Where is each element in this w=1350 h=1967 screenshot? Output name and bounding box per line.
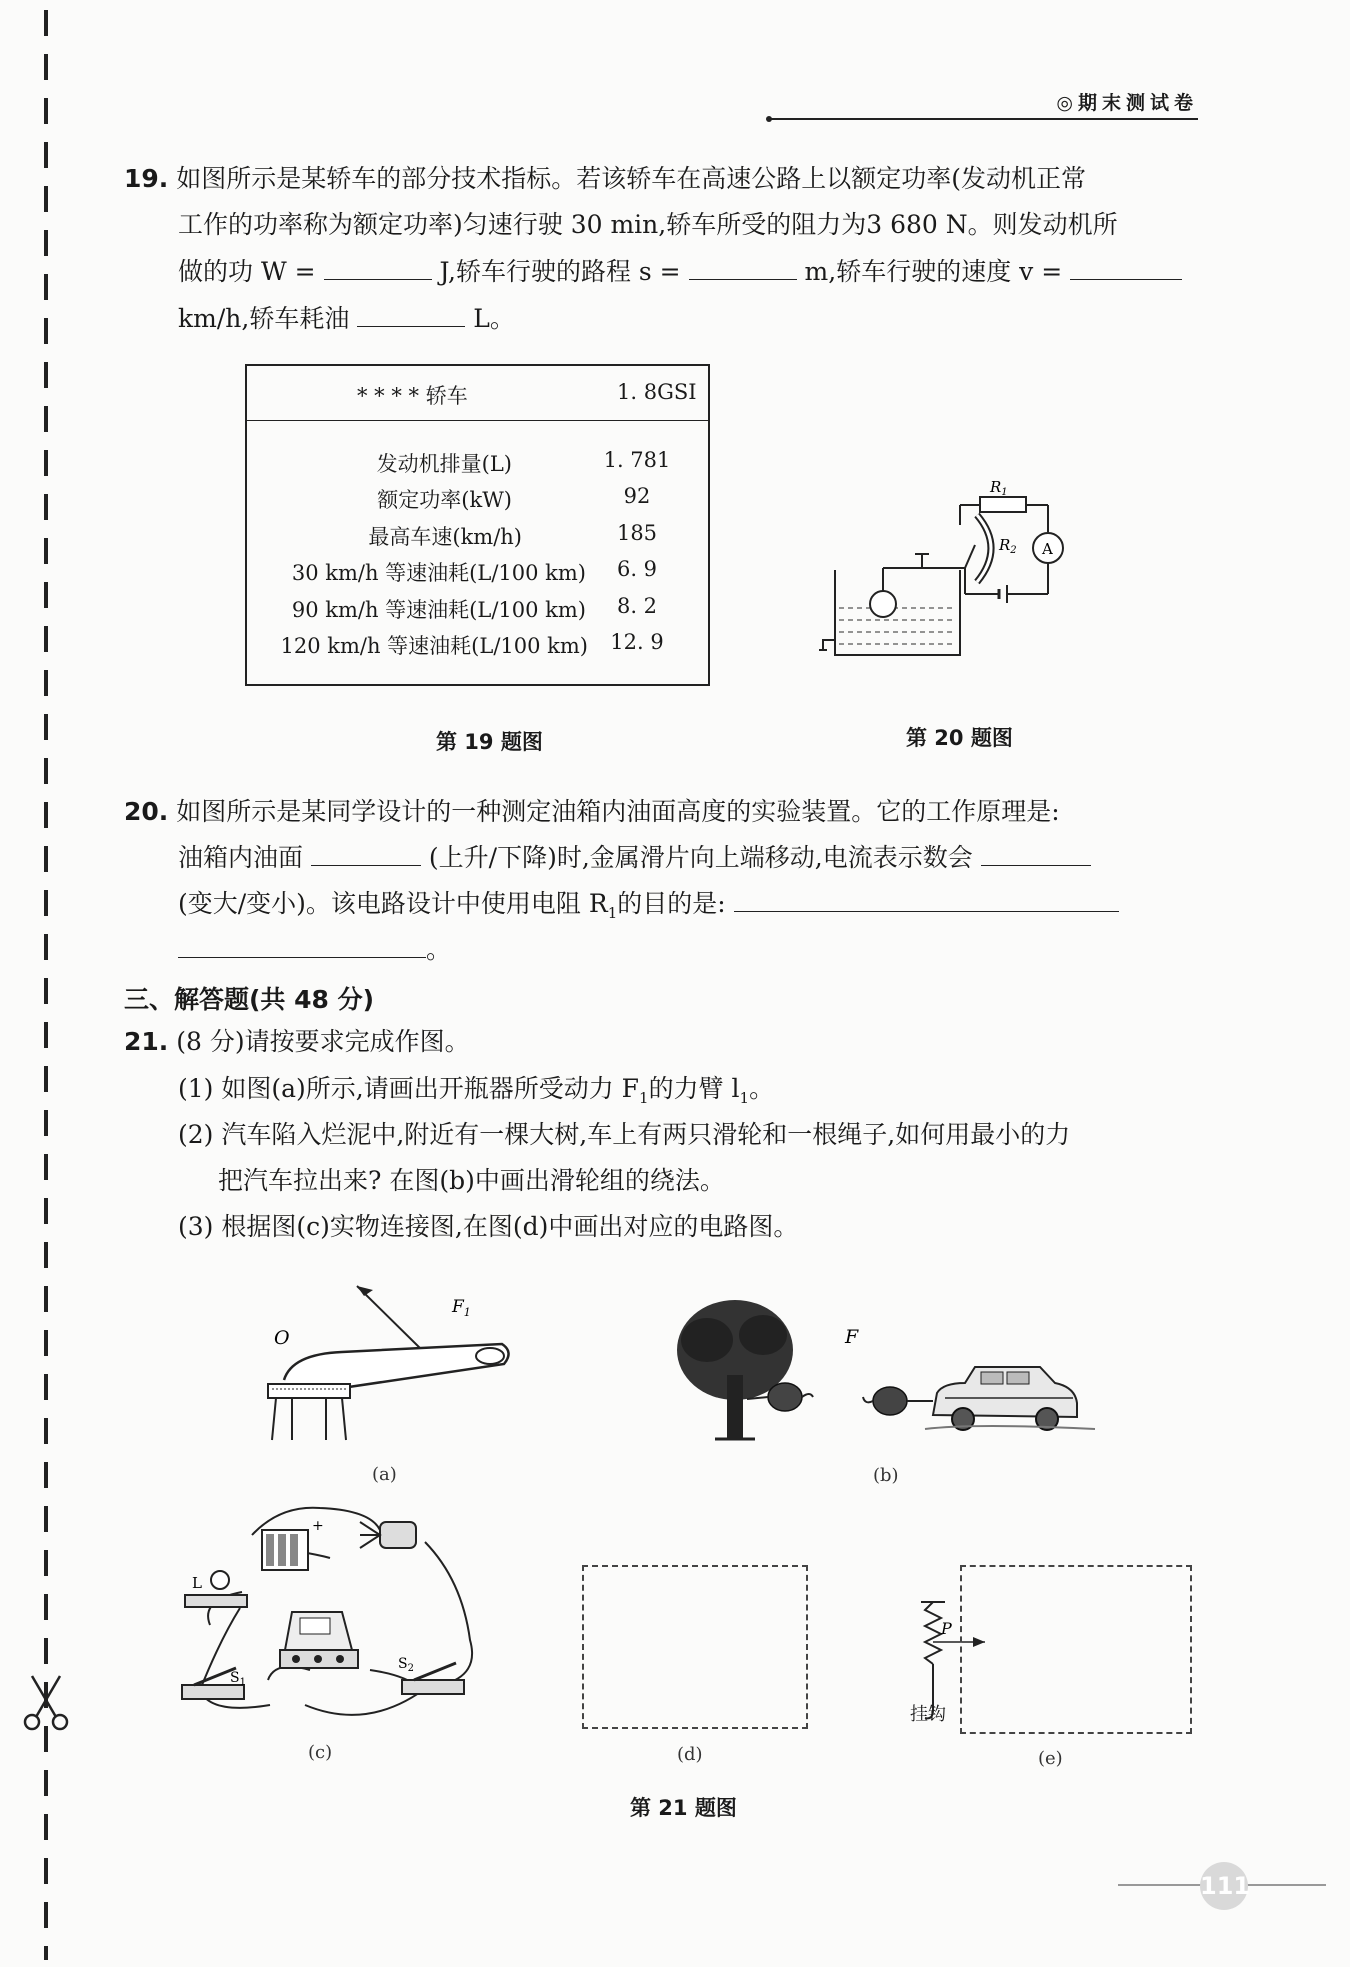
q20-line-2 xyxy=(178,841,1091,875)
fig21b-caption: (b) xyxy=(873,1465,899,1486)
q19-line-4 xyxy=(178,302,515,336)
fig21a-bottle-opener xyxy=(262,1280,522,1450)
q19-blank-fuel[interactable] xyxy=(357,304,465,327)
q21-item-1c: 。 xyxy=(749,1074,775,1103)
switch-s2-icon xyxy=(398,1656,464,1694)
spec-table-model: 1. 8GSI xyxy=(617,380,697,404)
q21-item-1b: 的力臂 l xyxy=(648,1074,740,1103)
fig21a-o-label: O xyxy=(274,1327,290,1349)
lamp-icon xyxy=(185,1571,247,1607)
fig21a-caption: (a) xyxy=(372,1464,397,1485)
q20-number: 20. xyxy=(124,797,169,826)
fig21b-f-label: F xyxy=(845,1326,859,1348)
q20-text-1: 如图所示是某同学设计的一种测定油箱内油面高度的实验装置。它的工作原理是: xyxy=(176,797,1060,826)
q19-fuel-unit: L。 xyxy=(473,304,515,333)
fig21b-tree-and-car xyxy=(675,1295,1105,1445)
battery-icon xyxy=(262,1518,324,1570)
section-header: ◎期末测试卷 xyxy=(1056,92,1198,114)
car-icon xyxy=(925,1367,1095,1430)
q21-number: 21. xyxy=(124,1027,169,1056)
fig20-ammeter-label: A xyxy=(1042,540,1053,558)
q20-text-2b: (上升/下降)时,金属滑片向上端移动,电流表示数会 xyxy=(428,843,973,872)
fig20-r1-label: $R_1$ xyxy=(990,478,1008,498)
q19-number: 19. xyxy=(124,164,169,193)
spec-table-title: * * * * 轿车 xyxy=(357,384,468,408)
tree-icon xyxy=(677,1300,793,1439)
q21-l1-subscript: 1 xyxy=(739,1089,750,1107)
q20-blank-purpose-1[interactable] xyxy=(734,889,1119,912)
q21-item-1 xyxy=(178,1072,774,1115)
q19-line-3 xyxy=(178,255,1182,289)
ammeter-icon xyxy=(280,1612,358,1668)
q20-text-3a: (变大/变小)。该电路设计中使用电阻 R xyxy=(178,889,608,918)
q21-line-1 xyxy=(124,1025,470,1059)
q19-work-label: 做的功 W = xyxy=(178,257,316,286)
spec-row xyxy=(247,630,708,664)
spec-value: 185 xyxy=(616,521,658,545)
dashed-cut-line xyxy=(44,10,48,1960)
spec-table-header xyxy=(247,366,708,421)
q19-text-1: 如图所示是某轿车的部分技术指标。若该轿车在高速公路上以额定功率(发动机正常 xyxy=(176,164,1087,193)
spec-label: 120 km/h 等速油耗(L/100 km) xyxy=(280,634,588,658)
q20-blank-purpose-2[interactable] xyxy=(178,935,426,958)
q19-line-2: 工作的功率称为额定功率)匀速行驶 30 min,轿车所受的阻力为3 680 N。则发动机所 xyxy=(178,210,1118,239)
header-rule xyxy=(770,118,1198,120)
spec-row xyxy=(247,594,708,628)
spec-label: 30 km/h 等速油耗(L/100 km) xyxy=(291,561,586,585)
q19-fuel-label: km/h,轿车耗油 xyxy=(178,304,350,333)
q20-end-mark: 。 xyxy=(426,935,452,964)
q19-blank-speed[interactable] xyxy=(1070,257,1182,280)
spec-row xyxy=(247,521,708,555)
fig21a-f1-label: $F_1$ xyxy=(452,1297,471,1319)
fig21e-drawing-area[interactable] xyxy=(960,1565,1192,1734)
q20-line-3 xyxy=(178,887,1119,930)
car-spec-table xyxy=(245,364,710,686)
battery-plus-label: + xyxy=(312,1518,324,1534)
fig21c-l-label: L xyxy=(192,1574,202,1592)
spec-value: 12. 9 xyxy=(610,630,664,654)
spec-label: 90 km/h 等速油耗(L/100 km) xyxy=(291,598,586,622)
q20-blank-current[interactable] xyxy=(981,843,1091,866)
spec-label: 额定功率(kW) xyxy=(377,488,512,512)
q20-text-2a: 油箱内油面 xyxy=(178,843,304,872)
fig19-caption: 第 19 题图 xyxy=(436,730,543,754)
q20-line-1 xyxy=(124,795,1060,829)
fig21c-s1-label: $S_1$ xyxy=(230,1670,246,1688)
motor-icon xyxy=(360,1522,416,1548)
q19-line-1 xyxy=(124,162,1086,196)
q20-line-4 xyxy=(178,933,451,967)
fig21c-s2-label: $S_2$ xyxy=(398,1656,414,1674)
fig21-caption: 第 21 题图 xyxy=(630,1796,737,1820)
spec-value: 1. 781 xyxy=(603,448,671,472)
q20-blank-level[interactable] xyxy=(311,843,421,866)
q19-blank-distance[interactable] xyxy=(689,257,797,280)
spec-value: 8. 2 xyxy=(616,594,658,618)
spec-value: 6. 9 xyxy=(616,557,658,581)
q21-item-3: (3) 根据图(c)实物连接图,在图(d)中画出对应的电路图。 xyxy=(178,1212,799,1241)
q20-text-3b: 的目的是: xyxy=(617,889,726,918)
fig21e-hook-label: 挂钩 xyxy=(910,1704,946,1725)
fig20-caption: 第 20 题图 xyxy=(906,726,1013,750)
fig21e-p-label: P xyxy=(941,1619,952,1638)
spec-label: 发动机排量(L) xyxy=(376,452,512,476)
page-number: 111 xyxy=(1200,1862,1248,1910)
fig21e-caption: (e) xyxy=(1038,1748,1063,1769)
fig21c-caption: (c) xyxy=(308,1742,333,1763)
q21-f1-subscript: 1 xyxy=(639,1089,649,1107)
fig21d-caption: (d) xyxy=(677,1744,703,1765)
spec-row xyxy=(247,557,708,591)
q19-distance-label: J,轿车行驶的路程 s = xyxy=(439,257,681,286)
switch-s1-icon xyxy=(182,1668,246,1699)
pulley-icon xyxy=(863,1387,933,1415)
fig20-r2-label: $R_2$ xyxy=(999,536,1017,556)
spec-value: 92 xyxy=(623,484,651,508)
q20-r1-subscript: 1 xyxy=(607,904,618,922)
fig21c-physical-circuit xyxy=(180,1500,480,1725)
q21-item-1a: (1) 如图(a)所示,请画出开瓶器所受动力 F xyxy=(178,1074,640,1103)
q19-speed-label: m,轿车行驶的速度 v = xyxy=(804,257,1063,286)
q21-intro: (8 分)请按要求完成作图。 xyxy=(176,1027,470,1056)
spec-row xyxy=(247,448,708,482)
scissors-icon xyxy=(20,1672,72,1734)
q19-blank-work[interactable] xyxy=(324,257,432,280)
fig20-oil-gauge-circuit xyxy=(815,470,1090,665)
spec-row xyxy=(247,484,708,518)
fig21d-drawing-area[interactable] xyxy=(582,1565,808,1729)
section-3-title: 三、解答题(共 48 分) xyxy=(124,985,375,1014)
q21-item-2-line-2: 把汽车拉出来? 在图(b)中画出滑轮组的绕法。 xyxy=(218,1166,725,1195)
spec-label: 最高车速(km/h) xyxy=(368,525,522,549)
q21-item-2-line-1: (2) 汽车陷入烂泥中,附近有一棵大树,车上有两只滑轮和一根绳子,如何用最小的力 xyxy=(178,1120,1071,1149)
